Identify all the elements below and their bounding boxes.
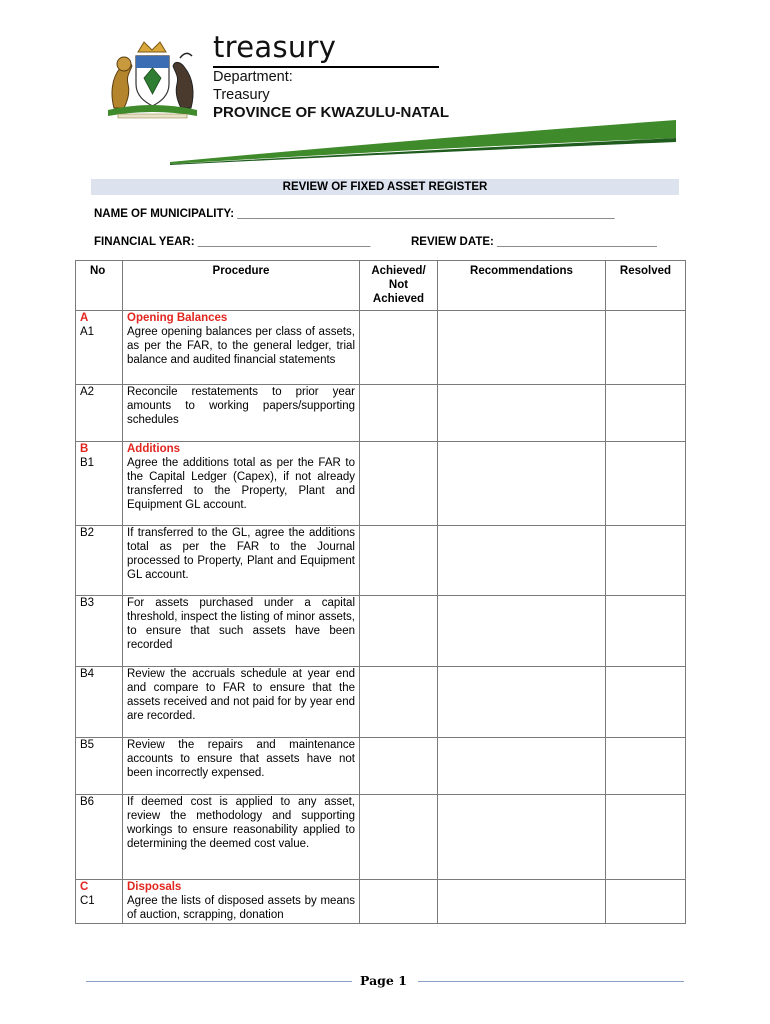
- procedure-cell: [123, 442, 360, 526]
- row-number: B3: [80, 597, 95, 609]
- table-row: [76, 738, 686, 795]
- row-number: B2: [80, 527, 95, 539]
- section-letter-c: C: [80, 881, 89, 893]
- procedure-cell: [123, 880, 360, 924]
- section-letter-b: B: [80, 443, 89, 455]
- row-number-cell: [76, 442, 123, 526]
- procedure-cell: [123, 596, 360, 667]
- section-title-disposals: Disposals: [127, 881, 182, 893]
- resolved-cell[interactable]: [606, 442, 686, 526]
- resolved-cell[interactable]: [606, 526, 686, 596]
- footer-divider-left: [86, 981, 352, 982]
- recommendations-cell[interactable]: [438, 385, 606, 442]
- green-swoosh-decoration: [170, 118, 676, 166]
- letterhead: [0, 0, 770, 170]
- procedure-text: Reconcile restatements to prior year amounts to working papers/supporting schedules: [127, 386, 355, 426]
- procedure-text: For assets purchased under a capital threshold, inspect the listing of minor assets, to ensure that such assets have been recorded: [127, 597, 355, 651]
- header-achieved-line1: Achieved/: [371, 265, 426, 277]
- province-name: PROVINCE OF KWAZULU-NATAL: [213, 104, 450, 121]
- procedure-text: If transferred to the GL, agree the additions total as per the FAR to the Journal processed to Property, Plant and Equipment GL account.: [127, 527, 355, 581]
- table-header-row: [76, 261, 686, 311]
- table-row: [76, 596, 686, 667]
- table-row: [76, 526, 686, 596]
- procedure-text: Review the repairs and maintenance accounts to ensure that assets have not been incorrectly expensed.: [127, 739, 355, 779]
- procedure-text: Agree the additions total as per the FAR to the Capital Ledger (Capex), if not already transferred to the Property, Plant and Equipment GL account.: [127, 457, 355, 511]
- recommendations-cell[interactable]: [438, 667, 606, 738]
- municipality-field[interactable]: NAME OF MUNICIPALITY: ___________________________________________________________: [94, 208, 615, 220]
- header-resolved: Resolved: [606, 261, 686, 311]
- recommendations-cell[interactable]: [438, 442, 606, 526]
- procedure-cell: [123, 385, 360, 442]
- header-achieved-line3: Achieved: [372, 293, 425, 305]
- header-procedure: Procedure: [123, 261, 360, 311]
- section-title-additions: Additions: [127, 443, 181, 455]
- header-no: No: [76, 261, 123, 311]
- achieved-cell[interactable]: [360, 596, 438, 667]
- header-recommendations: Recommendations: [438, 261, 606, 311]
- row-number-cell: [76, 385, 123, 442]
- row-number-cell: [76, 596, 123, 667]
- procedure-cell: [123, 667, 360, 738]
- financial-year-field[interactable]: FINANCIAL YEAR: ___________________________: [94, 236, 371, 248]
- row-number: B5: [80, 739, 95, 751]
- section-title-opening-balances: Opening Balances: [127, 312, 228, 324]
- row-number-cell: [76, 526, 123, 596]
- footer-divider-right: [418, 981, 684, 982]
- procedure-text: If deemed cost is applied to any asset, review the methodology and supporting workings to ensure reasonability applied to determining the deemed cost value.: [127, 796, 355, 850]
- recommendations-cell[interactable]: [438, 596, 606, 667]
- achieved-cell[interactable]: [360, 311, 438, 385]
- department-name: Treasury: [213, 87, 270, 103]
- table-row: [76, 667, 686, 738]
- row-number: B1: [80, 457, 95, 469]
- procedure-cell: [123, 795, 360, 880]
- table-row: [76, 880, 686, 924]
- row-number-cell: [76, 667, 123, 738]
- procedure-text: Review the accruals schedule at year end and compare to FAR to ensure that the assets received and not paid for by year end are recorded.: [127, 668, 355, 722]
- recommendations-cell[interactable]: [438, 795, 606, 880]
- resolved-cell[interactable]: [606, 311, 686, 385]
- brand-underline: [213, 66, 439, 68]
- resolved-cell[interactable]: [606, 667, 686, 738]
- achieved-cell[interactable]: [360, 880, 438, 924]
- resolved-cell[interactable]: [606, 795, 686, 880]
- procedure-cell: [123, 738, 360, 795]
- achieved-cell[interactable]: [360, 442, 438, 526]
- resolved-cell[interactable]: [606, 596, 686, 667]
- achieved-cell[interactable]: [360, 667, 438, 738]
- resolved-cell[interactable]: [606, 880, 686, 924]
- row-number: A2: [80, 386, 95, 398]
- brand-wordmark: treasury: [213, 30, 337, 64]
- department-label: Department:: [213, 69, 293, 85]
- header-achieved-line2: Not: [388, 279, 409, 291]
- procedure-cell: [123, 526, 360, 596]
- row-number: A1: [80, 326, 95, 338]
- row-number-cell: [76, 738, 123, 795]
- row-number-cell: [76, 311, 123, 385]
- review-date-field[interactable]: REVIEW DATE: _________________________: [411, 236, 657, 248]
- resolved-cell[interactable]: [606, 738, 686, 795]
- row-number-cell: [76, 795, 123, 880]
- row-number: C1: [80, 895, 95, 907]
- section-letter-a: A: [80, 312, 89, 324]
- form-title: REVIEW OF FIXED ASSET REGISTER: [91, 179, 679, 195]
- table-row: [76, 385, 686, 442]
- table-row: [76, 795, 686, 880]
- row-number: B6: [80, 796, 95, 808]
- procedure-text: Agree opening balances per class of assets, as per the FAR, to the general ledger, trial balance and audited financial statements: [127, 326, 355, 366]
- achieved-cell[interactable]: [360, 385, 438, 442]
- header-achieved: [360, 261, 438, 311]
- row-number: B4: [80, 668, 95, 680]
- table-row: [76, 442, 686, 526]
- recommendations-cell[interactable]: [438, 526, 606, 596]
- procedure-text: Agree the lists of disposed assets by means of auction, scrapping, donation: [127, 895, 355, 921]
- recommendations-cell[interactable]: [438, 880, 606, 924]
- achieved-cell[interactable]: [360, 795, 438, 880]
- achieved-cell[interactable]: [360, 738, 438, 795]
- procedure-cell: [123, 311, 360, 385]
- resolved-cell[interactable]: [606, 385, 686, 442]
- table-row: [76, 311, 686, 385]
- coat-of-arms-logo: [100, 38, 205, 120]
- row-number-cell: [76, 880, 123, 924]
- achieved-cell[interactable]: [360, 526, 438, 596]
- procedure-table: [75, 260, 686, 924]
- recommendations-cell[interactable]: [438, 311, 606, 385]
- page-number: Page 1: [360, 973, 407, 988]
- recommendations-cell[interactable]: [438, 738, 606, 795]
